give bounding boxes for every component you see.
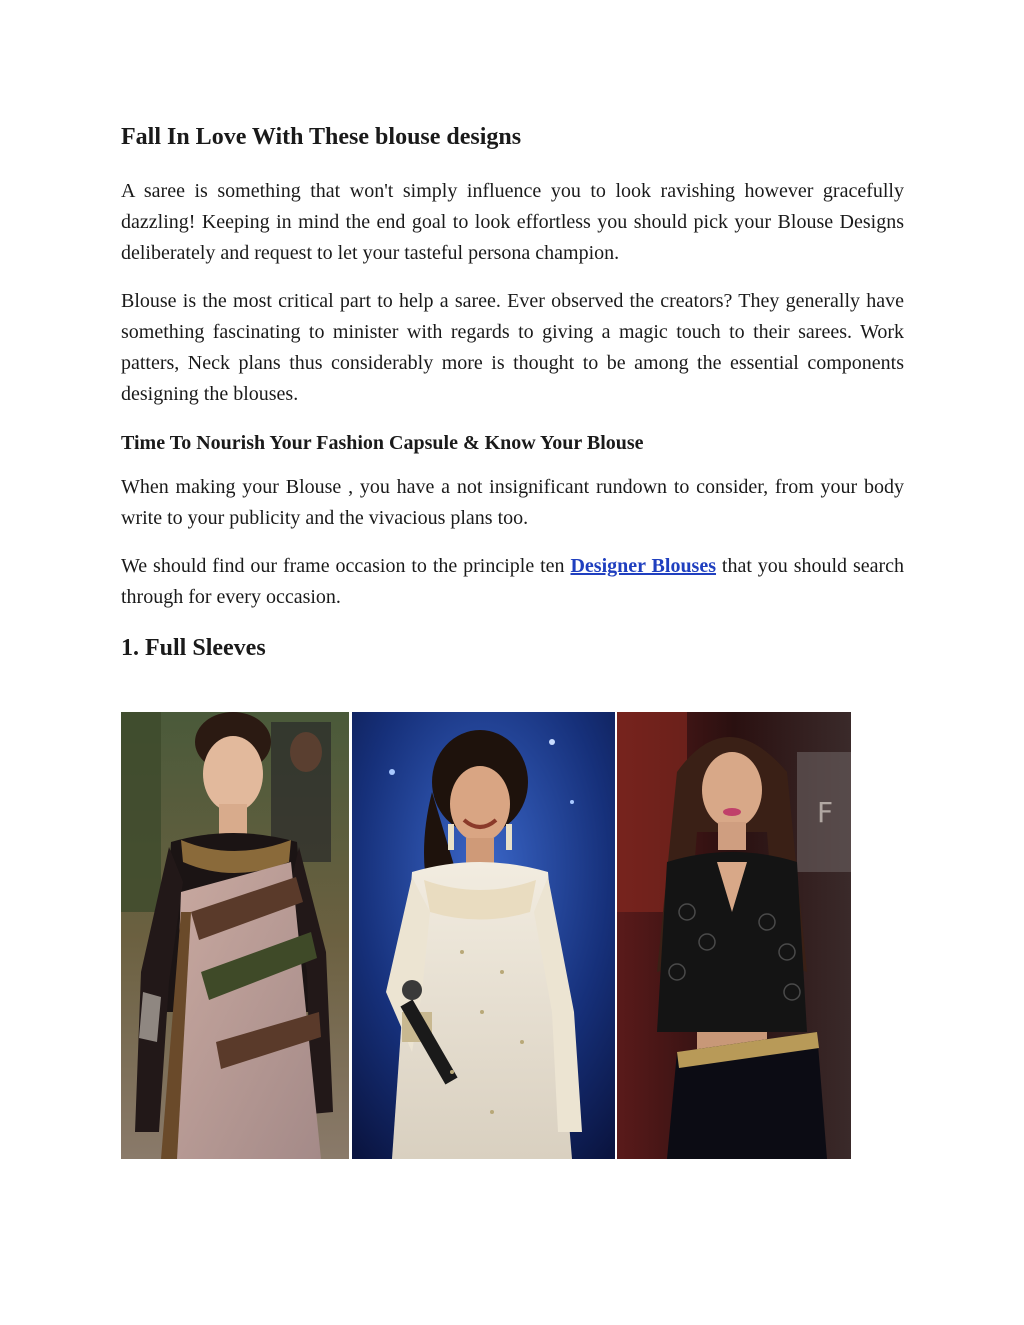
- article-body: [121, 118, 904, 666]
- designer-blouses-paragraph: [121, 551, 904, 613]
- making-blouse-paragraph: When making your Blouse , you have a not insignificant rundown to consider, from your body write to your publicity and the vivacious plans too.: [121, 476, 904, 529]
- blouse-paragraph: Blouse is the most critical part to help a saree. Ever observed the creators? They generally have something fascinating to minister with regards to giving a magic touch to their sarees. Work patters, Neck plans thus considerably more is thought to be among the essential components designing the blouses.: [121, 290, 904, 405]
- paragraph-text-before-link: We should find our frame occasion to the principle ten: [121, 555, 571, 577]
- full-sleeves-heading: 1. Full Sleeves: [121, 635, 266, 661]
- photo-white-embellished-blouse: [352, 712, 615, 1159]
- article-title: Fall In Love With These blouse designs: [121, 124, 522, 150]
- designer-blouses-link[interactable]: Designer Blouses: [570, 555, 717, 577]
- full-sleeves-photo-collage: [121, 712, 851, 1159]
- paragraph-text-after-link: that you should search through for every occasion.: [121, 555, 905, 608]
- photo-black-lace-blouse: [617, 712, 851, 1159]
- fashion-capsule-subheading: Time To Nourish Your Fashion Capsule & Know Your Blouse: [121, 432, 644, 454]
- intro-paragraph: A saree is something that won't simply influence you to look ravishing however gracefully dazzling! Keeping in mind the end goal to look effortless you should pick your Blouse Designs deliberately and request to let your tasteful persona champion.: [121, 180, 904, 264]
- svg-text:F: F: [817, 796, 834, 829]
- photo-dark-embroidered-blouse: [121, 712, 349, 1159]
